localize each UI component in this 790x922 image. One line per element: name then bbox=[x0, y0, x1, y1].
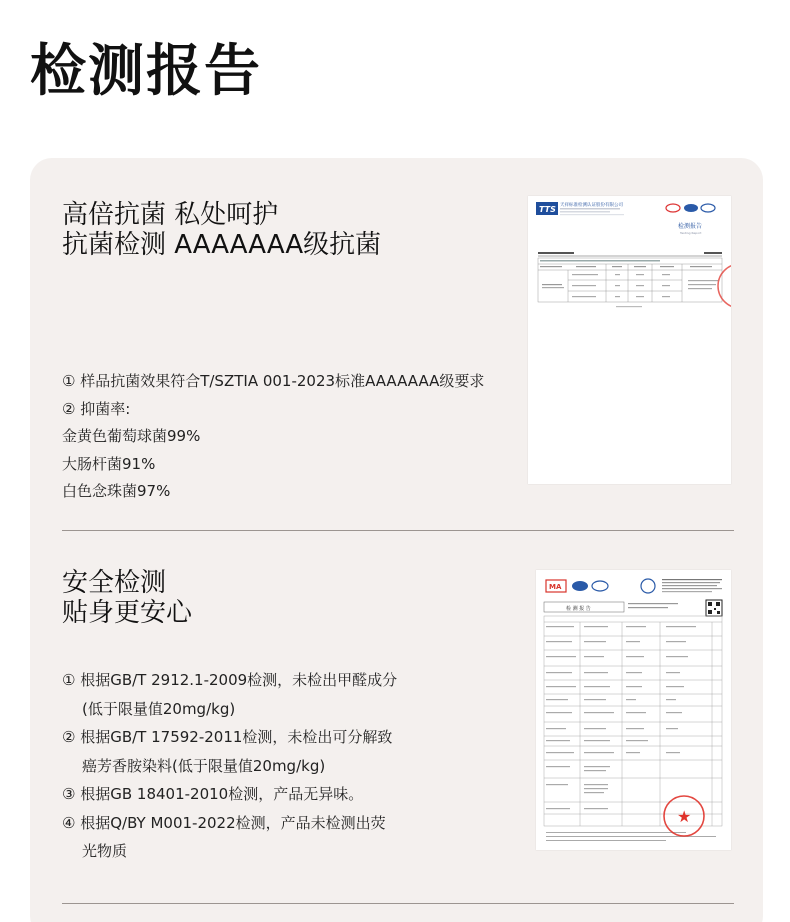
section2-line: ② 根据GB/T 17592-2011检测，未检出可分解致 bbox=[62, 728, 393, 746]
section1-line: 大肠杆菌91% bbox=[62, 454, 156, 473]
section-divider bbox=[62, 903, 734, 904]
section2-line: ① 根据GB/T 2912.1-2009检测，未检出甲醛成分 bbox=[62, 671, 398, 689]
section2-line: 光物质 bbox=[82, 842, 128, 860]
section1-title-line2: 抗菌检测 AAAAAAA级抗菌 bbox=[62, 230, 382, 260]
svg-text:MA: MA bbox=[549, 583, 562, 591]
cma-logo-icon bbox=[684, 204, 698, 212]
section1-line: ① 样品抗菌效果符合T/SZTIA 001-2023标准AAAAAAA级要求 bbox=[62, 372, 485, 390]
section2-line: ④ 根据Q/BY M001-2022检测，产品未检测出荧 bbox=[62, 813, 386, 832]
report-heading: 检 测 报 告 bbox=[566, 606, 591, 612]
page-title: 检测报告 bbox=[30, 39, 262, 104]
report-issuer: 天祥标准检测认证股份有限公司 bbox=[560, 203, 623, 208]
section2-title-line2: 贴身更安心 bbox=[62, 598, 193, 628]
section2-line: 癌芳香胺染料(低于限量值20mg/kg) bbox=[82, 756, 326, 775]
section2-line: (低于限量值20mg/kg) bbox=[82, 699, 236, 718]
section2-title-line1: 安全检测 bbox=[62, 568, 167, 598]
section2-line: ③ 根据GB 18401-2010检测，产品无异味。 bbox=[62, 785, 364, 803]
section1-title bbox=[62, 200, 381, 260]
section2-details bbox=[62, 666, 397, 866]
section1-line: 白色念珠菌97% bbox=[62, 482, 171, 500]
ilac-logo-icon bbox=[572, 581, 588, 591]
report-thumbnail bbox=[528, 196, 731, 484]
section1-line: ② 抑菌率: bbox=[62, 399, 131, 418]
section1-details bbox=[62, 368, 484, 506]
stamp-star-icon: ★ bbox=[677, 807, 692, 826]
report-heading: 检测报告 bbox=[678, 223, 703, 230]
antibacterial-report-image[interactable] bbox=[528, 196, 731, 484]
section2-title bbox=[62, 568, 192, 628]
section1-title-line1: 高倍抗菌 私处呵护 bbox=[62, 200, 279, 230]
section1-line: 金黄色葡萄球菌99% bbox=[62, 427, 201, 445]
report-subheading: Testing Report bbox=[680, 231, 702, 235]
safety-report-image[interactable] bbox=[536, 570, 731, 850]
svg-text:TTS: TTS bbox=[539, 205, 556, 214]
report-thumbnail bbox=[536, 570, 731, 850]
section-divider bbox=[62, 530, 734, 531]
